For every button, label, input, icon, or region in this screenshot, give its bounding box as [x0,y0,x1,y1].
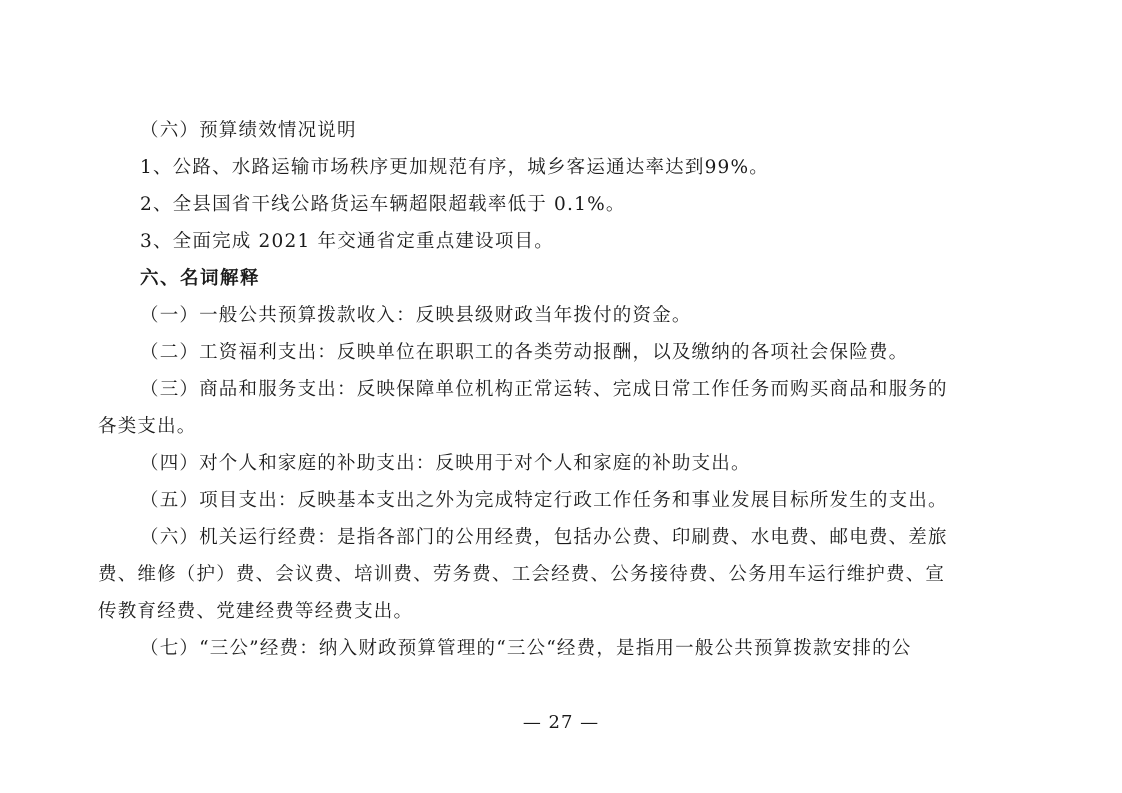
paragraph-line: （七）“三公”经费：纳入财政预算管理的“三公“经费，是指用一般公共预算拨款安排的公 [140,638,912,659]
paragraph-line: 1、公路、水路运输市场秩序更加规范有序，城乡客运通达率达到99%。 [140,157,769,178]
paragraph-line: 2、全县国省干线公路货运车辆超限超载率低于 0.1%。 [140,194,626,215]
paragraph-line: 3、全面完成 2021 年交通省定重点建设项目。 [140,231,554,252]
paragraph-line: （一）一般公共预算拨款收入：反映县级财政当年拨付的资金。 [140,305,692,326]
paragraph-line: （三）商品和服务支出：反映保障单位机构正常运转、完成日常工作任务而购买商品和服务的 [140,379,948,400]
document-body [98,112,1014,667]
section-heading: 六、名词解释 [140,268,261,289]
paragraph-line: （六）机关运行经费：是指各部门的公用经费，包括办公费、印刷费、水电费、邮电费、差旅 [140,527,948,548]
paragraph-line: （六）预算绩效情况说明 [140,120,357,141]
paragraph-line: （二）工资福利支出：反映单位在职职工的各类劳动报酬，以及缴纳的各项社会保险费。 [140,342,909,363]
paragraph-line: （五）项目支出：反映基本支出之外为完成特定行政工作任务和事业发展目标所发生的支出。 [140,490,948,511]
paragraph-line: 费、维修（护）费、会议费、培训费、劳务费、工会经费、公务接待费、公务用车运行维护费、宣 [98,564,946,585]
paragraph-line: 各类支出。 [98,416,197,437]
page-number: — 27 — [522,712,600,733]
paragraph-line: 传教育经费、党建经费等经费支出。 [98,601,414,622]
paragraph-line: （四）对个人和家庭的补助支出：反映用于对个人和家庭的补助支出。 [140,453,751,474]
